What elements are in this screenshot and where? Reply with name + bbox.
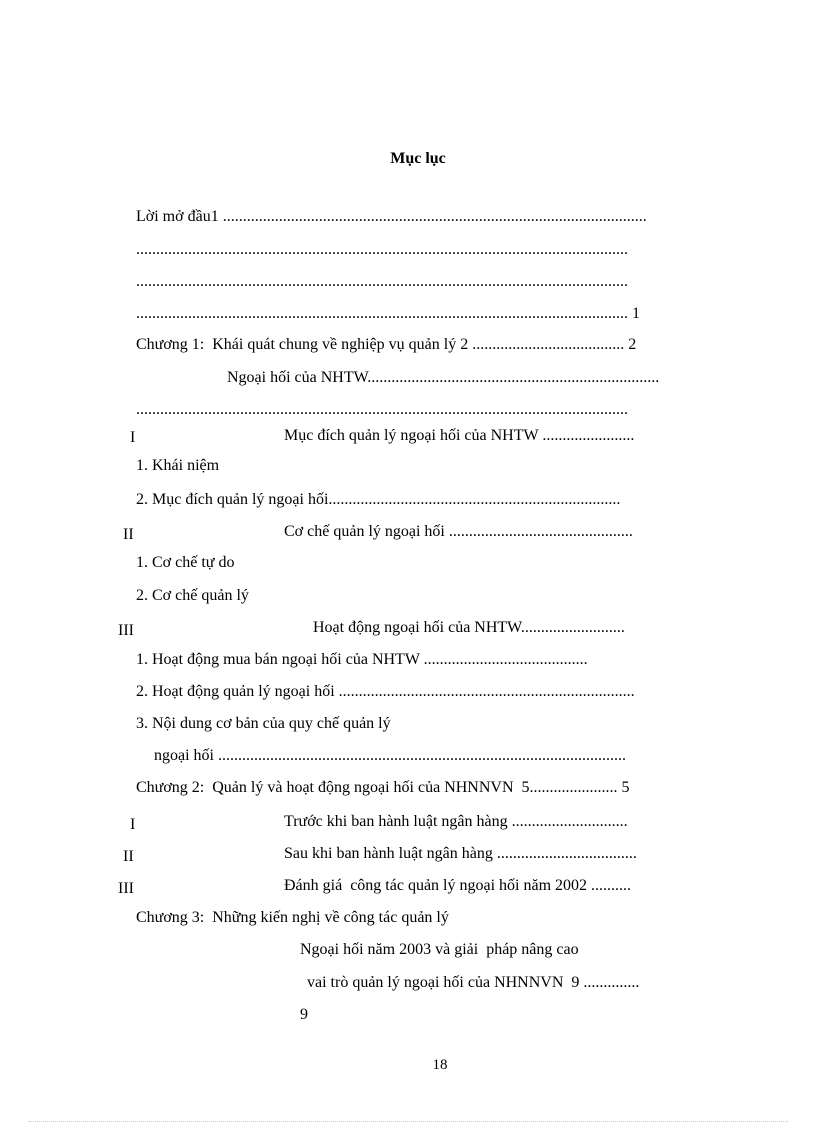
toc-item: 2. Cơ chế quản lý [136,587,249,604]
toc-item: 2. Mục đích quản lý ngoại hối......................................................................... [136,491,621,508]
toc-item: 1. Hoạt động mua bán ngoại hối của NHTW ......................................... [136,651,588,668]
toc-chapter-3-page: 9 [300,1006,308,1023]
page-edge-divider [28,1121,788,1122]
toc-intro: Lời mở đầu1 .......................................................................................................... [136,208,647,225]
toc-leader-line: ........................................................................................................................... [136,401,628,418]
toc-item-cont: ngoại hối ...................................................................................................... [154,747,626,764]
toc-leader-line: ........................................................................................................................... [136,273,628,290]
toc-chapter-3-cont: Ngoại hối năm 2003 và giải pháp nâng cao [300,941,579,958]
toc-section-numeral: I [130,429,136,446]
toc-section-numeral: I [130,816,136,833]
toc-leader-line: ........................................................................................................................... [136,241,628,258]
page-number: 18 [432,1057,448,1073]
toc-section-numeral: II [123,848,134,865]
toc-item: 1. Cơ chế tự do [136,554,235,571]
toc-section-1-3: Hoạt động ngoại hối của NHTW.......................... [313,619,625,636]
toc-section-numeral: III [118,880,134,897]
toc-section-2-1: Trước khi ban hành luật ngân hàng ............................. [284,813,628,830]
toc-chapter-1: Chương 1: Khái quát chung về nghiệp vụ quản lý 2 ...................................... 2 [136,336,637,353]
toc-section-2-3: Đánh giá công tác quản lý ngoại hối năm 2002 .......... [284,877,632,894]
toc-section-1-2: Cơ chế quản lý ngoại hối .............................................. [284,523,633,540]
toc-item: 2. Hoạt động quản lý ngoại hối .......................................................................... [136,683,635,700]
toc-chapter-3: Chương 3: Những kiến nghị về công tác quản lý [136,909,449,926]
page-title: Mục lục [390,150,446,167]
toc-item: 1. Khái niệm [136,457,220,474]
toc-chapter-3-cont: vai trò quản lý ngoại hối của NHNNVN 9 .............. [307,974,640,991]
toc-section-1-1: Mục đích quản lý ngoại hối của NHTW ....................... [284,427,635,444]
toc-chapter-1-cont: Ngoại hối của NHTW......................................................................... [227,369,660,386]
toc-chapter-2: Chương 2: Quản lý và hoạt động ngoại hối của NHNNVN 5...................... 5 [136,779,630,796]
toc-item: 3. Nội dung cơ bản của quy chế quản lý [136,715,391,732]
toc-section-numeral: III [118,622,134,639]
toc-section-numeral: II [123,526,134,543]
toc-section-2-2: Sau khi ban hành luật ngân hàng ................................... [284,845,637,862]
toc-intro-page: ........................................................................................................................... 1 [136,305,640,322]
